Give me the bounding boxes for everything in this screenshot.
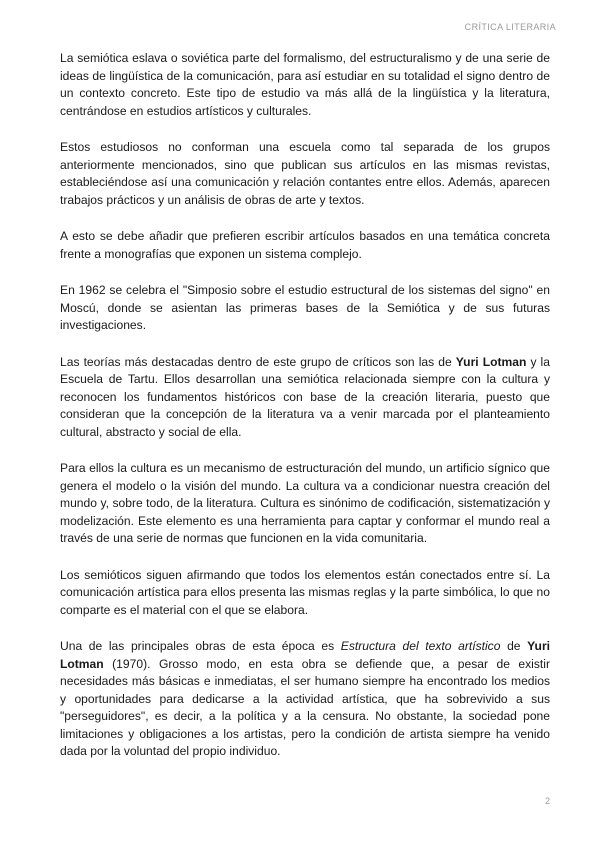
paragraph-8 <box>60 638 550 761</box>
running-header: CRÍTICA LITERARIA <box>464 22 556 32</box>
paragraph-8-text-b: de <box>500 639 528 653</box>
paragraph-2: Estos estudiosos no conforman una escuela como tal separada de los grupos anteriormente mencionados, sino que publican sus artículos en las mismas revistas, estableciéndose así una comunicación y relación contantes entre ellos. Además, aparecen trabajos prácticos y un análisis de obras de arte y textos. <box>60 140 550 207</box>
author-name-bold: Yuri Lotman <box>455 354 527 369</box>
paragraph-3: A esto se debe añadir que prefieren escribir artículos basados en una temática concreta frente a monografías que exponen un sistema complejo. <box>60 229 550 261</box>
paragraph-1: La semiótica eslava o soviética parte del formalismo, del estructuralismo y de una serie de ideas de lingüística de la comunicación, para así estudiar en su totalidad el signo dentro de un contexto concreto. Este tipo de estudio va más allá de la lingüística y la literatura, centrándose en estudios artísticos y culturales. <box>60 51 550 118</box>
paragraph-5 <box>60 354 550 442</box>
document-body <box>60 50 550 780</box>
work-title-italic: Estructura del texto artístico <box>340 639 501 653</box>
paragraph-5-text-b: y la Escuela de Tartu. Ellos desarrollan una semiótica relacionada siempre con la cultura y reconocen los fundamentos históricos con base de la creación literaria, puesto que consideran que la concepción de la literatura va a venir marcada por el planteamiento cultural, abstracto y social de ella. <box>60 354 550 439</box>
paragraph-6: Para ellos la cultura es un mecanismo de estructuración del mundo, un artificio sígnico que genera el modelo o la visión del mundo. La cultura va a condicionar nuestra creación del mundo y, sobre todo, de la literatura. Cultura es sinónimo de codificación, sistematización y modelización. Este elemento es una herramienta para captar y conformar el mundo real a través de una serie de normas que funcionen en la vida comunitaria. <box>60 461 550 545</box>
paragraph-7: Los semióticos siguen afirmando que todos los elementos están conectados entre sí. La comunicación artística para ellos presenta las mismas reglas y la parte simbólica, lo que no comparte es el material con el que se elabora. <box>60 567 550 617</box>
paragraph-8-text-a: Una de las principales obras de esta época es <box>60 639 341 653</box>
paragraph-4: En 1962 se celebra el "Simposio sobre el estudio estructural de los sistemas del signo" en Moscú, donde se asientan las primeras bases de la Semiótica y de sus futuras investigaciones. <box>60 283 550 332</box>
author-name-bold: Yuri Lotman <box>60 639 551 671</box>
paragraph-5-text-a: Las teorías más destacadas dentro de este grupo de críticos son las de <box>60 354 456 369</box>
page-number: 2 <box>544 796 550 806</box>
paragraph-8-text-c: (1970). Grosso modo, en esta obra se defiende que, a pesar de existir necesidades más básicas e inmediatas, el ser humano siempre ha encontrado los medios y oportunidades para dedicarse a la actividad artística, que ha sobrevivido a sus "perseguidores", es decir, a la política y a la censura. No obstante, la sociedad pone limitaciones y obligaciones a los artistas, pero la condición de artista siempre ha venido dada por la voluntad del propio individuo. <box>60 656 550 758</box>
